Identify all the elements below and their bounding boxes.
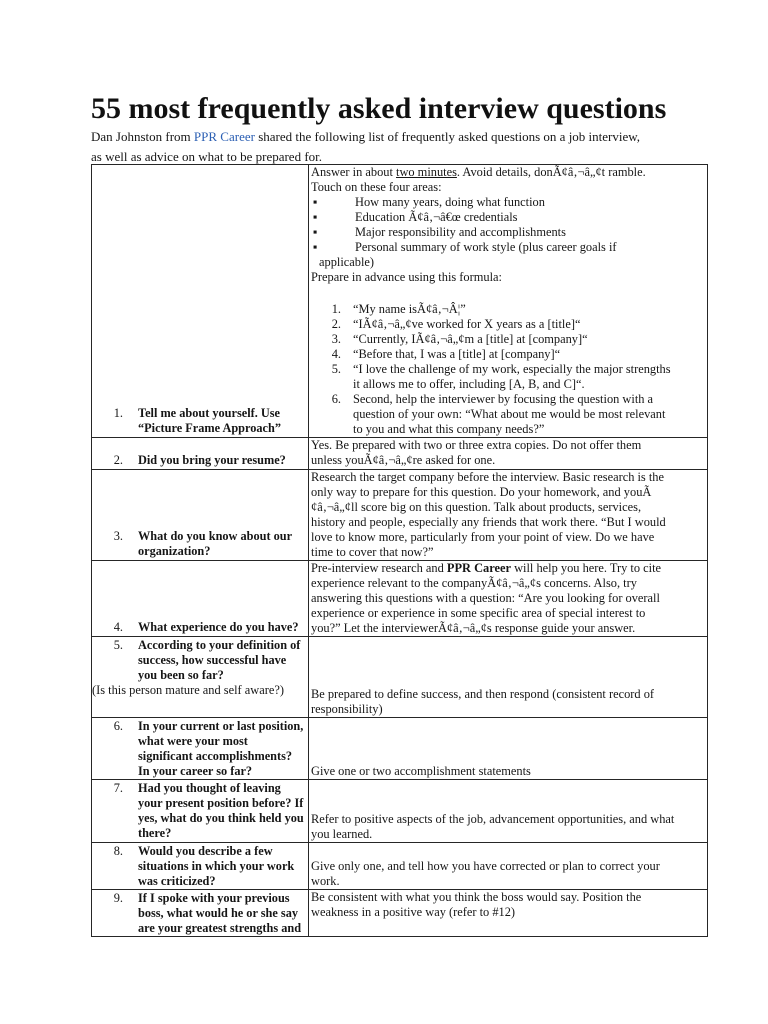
step-number: 3. <box>331 332 341 346</box>
table-row <box>92 165 708 438</box>
question-cell <box>92 843 309 890</box>
step-number: 6. <box>331 392 341 406</box>
formula-step <box>311 317 705 332</box>
question-line: was criticized? <box>138 874 216 888</box>
bullet-item <box>311 195 705 210</box>
question-number: 2. <box>113 453 123 467</box>
bullet-text: Major responsibility and accomplishments <box>355 225 566 239</box>
intro-paragraph <box>91 127 640 167</box>
answer-line: Be prepared to define success, and then respond (consistent record of <box>311 687 655 701</box>
answer-cell <box>309 637 708 718</box>
bullet-icon: ▪ <box>313 225 318 239</box>
bullet-text: Personal summary of work style (plus career goals if <box>355 240 617 254</box>
question-cell <box>92 780 309 843</box>
question-line: situations in which your work <box>138 859 295 873</box>
answer-cell <box>309 780 708 843</box>
answer-line: Give only one, and tell how you have corrected or plan to correct your <box>311 859 660 873</box>
table-row <box>92 637 708 718</box>
formula-list <box>311 302 705 437</box>
intro-line-1 <box>91 127 640 147</box>
question <box>92 529 308 560</box>
table-row <box>92 470 708 561</box>
underlined-text: two minutes <box>396 165 457 179</box>
question-line: there? <box>138 826 172 840</box>
question-line: In your current or last position, <box>138 719 304 733</box>
answer-line: work. <box>311 874 340 888</box>
question-number: 1. <box>113 406 123 420</box>
question-line: Tell me about yourself. Use <box>138 406 280 420</box>
step-line: “Before that, I was a [title] at [company]“ <box>353 347 561 361</box>
question-cell <box>92 718 309 780</box>
page-title: 55 most frequently asked interview questions <box>91 92 667 125</box>
question-line: “Picture Frame Approach” <box>138 421 281 435</box>
answer-line: you?” Let the interviewerÃ¢â‚¬â„¢s response guide your answer. <box>311 621 636 635</box>
question-line: Had you thought of leaving <box>138 781 281 795</box>
question-line: Would you describe a few <box>138 844 273 858</box>
question-cell <box>92 165 309 438</box>
question-line: If I spoke with your previous <box>138 891 290 905</box>
bullet-item <box>311 240 705 255</box>
step-line: to you and what this company needs?” <box>353 422 545 436</box>
answer-line: history and people, especially any friends that work there. “But I would <box>311 515 666 529</box>
bullet-text: Education Ã¢â‚¬â€œ credentials <box>355 210 518 224</box>
step-line: “IÃ¢â‚¬â„¢ve worked for X years as a [title]“ <box>353 317 581 331</box>
step-line: “My name isÃ¢â‚¬Â¦” <box>353 302 466 316</box>
answer-cell <box>309 438 708 470</box>
bullet-icon: ▪ <box>313 210 318 224</box>
answer-cell <box>309 561 708 637</box>
question-number: 7. <box>113 781 123 795</box>
step-number: 2. <box>331 317 341 331</box>
question <box>92 843 308 889</box>
answer-text: Pre-interview research and <box>311 561 447 575</box>
bullet-icon: ▪ <box>313 195 318 209</box>
questions-table <box>91 164 708 937</box>
question-number: 5. <box>113 638 123 652</box>
answer-line: experience relevant to the companyÃ¢â‚¬â„¢s concerns. Also, try <box>311 576 637 590</box>
question-line: organization? <box>138 544 211 558</box>
answer-line: Be consistent with what you think the boss would say. Position the <box>311 890 642 904</box>
question <box>92 620 308 636</box>
question-line: What do you know about our <box>138 529 293 543</box>
bullet-text-continuation: applicable) <box>319 255 375 269</box>
step-line: “Currently, IÃ¢â‚¬â„¢m a [title] at [company]“ <box>353 332 588 346</box>
question-number: 6. <box>113 719 123 733</box>
question-line: In your career so far? <box>138 764 253 778</box>
answer-line: Touch on these four areas: <box>311 180 442 194</box>
answer-line: weakness in a positive way (refer to #12) <box>311 905 516 919</box>
answer-text: Answer in about <box>311 165 396 179</box>
question-line: you been so far? <box>138 668 224 682</box>
formula-step <box>311 362 705 392</box>
answer-line: Yes. Be prepared with two or three extra copies. Do not offer them <box>311 438 642 452</box>
answer-line <box>311 165 705 180</box>
question <box>92 453 308 469</box>
table-row <box>92 718 708 780</box>
question-cell <box>92 561 309 637</box>
answer-line: you learned. <box>311 827 373 841</box>
answer-line: answering this questions with a question: “Are you looking for overall <box>311 591 660 605</box>
step-number: 1. <box>331 302 341 316</box>
question-line: boss, what would he or she say <box>138 906 299 920</box>
bullet-item <box>311 225 705 240</box>
question-line: What experience do you have? <box>138 620 299 634</box>
question-line: significant accomplishments? <box>138 749 293 763</box>
intro-text: shared the following list of frequently asked questions on a job interview, <box>254 129 641 144</box>
step-line: it allows me to offer, including [A, B, and C]“. <box>353 377 585 391</box>
answer-line: time to cover that now?” <box>311 545 434 559</box>
question-cell <box>92 470 309 561</box>
answer-line: Refer to positive aspects of the job, advancement opportunities, and what <box>311 812 675 826</box>
question <box>92 406 308 437</box>
formula-step <box>311 302 705 317</box>
intro-line-2: as well as advice on what to be prepared for. <box>91 149 323 164</box>
question <box>92 890 308 936</box>
answer-line: love to know more, particularly from your point of view. Do we have <box>311 530 655 544</box>
question-cell <box>92 637 309 718</box>
question-line: what were your most <box>138 734 248 748</box>
question <box>92 637 308 683</box>
answer-line <box>311 561 705 576</box>
formula-step <box>311 392 705 437</box>
table-row <box>92 780 708 843</box>
bold-text: PPR Career <box>446 561 511 575</box>
table-row <box>92 561 708 637</box>
answer-line: responsibility) <box>311 702 383 716</box>
answer-line: unless youÃ¢â‚¬â„¢re asked for one. <box>311 453 496 467</box>
table-row <box>92 890 708 937</box>
table-row <box>92 843 708 890</box>
question-note: (Is this person mature and self aware?) <box>92 683 284 697</box>
question-number: 3. <box>113 529 123 543</box>
question-number: 4. <box>113 620 123 634</box>
answer-text: will help you here. Try to cite <box>511 561 662 575</box>
question-number: 9. <box>113 891 123 905</box>
formula-step <box>311 332 705 347</box>
step-number: 5. <box>331 362 341 376</box>
question-line: are your greatest strengths and <box>138 921 302 935</box>
formula-step <box>311 347 705 362</box>
answer-line: Prepare in advance using this formula: <box>311 270 502 284</box>
answer-line: only way to prepare for this question. Do your homework, and youÃ <box>311 485 652 499</box>
question-line: yes, what do you think held you <box>138 811 304 825</box>
question <box>92 780 308 841</box>
step-line: question of your own: “What about me would be most relevant <box>353 407 666 421</box>
question-line: Did you bring your resume? <box>138 453 286 467</box>
table-row <box>92 438 708 470</box>
answer-cell <box>309 718 708 780</box>
answer-line: experience or experience in some specific area of special interest to <box>311 606 646 620</box>
answer-line: Research the target company before the interview. Basic research is the <box>311 470 664 484</box>
bullet-icon: ▪ <box>313 240 318 254</box>
bullet-item <box>311 210 705 225</box>
answer-cell <box>309 843 708 890</box>
ppr-career-link[interactable]: PPR Career <box>193 129 255 144</box>
answer-cell <box>309 165 708 438</box>
question-line: your present position before? If <box>138 796 304 810</box>
answer-text: . Avoid details, donÃ¢â‚¬â„¢t ramble. <box>456 165 646 179</box>
question-line: success, how successful have <box>138 653 287 667</box>
step-line: Second, help the interviewer by focusing the question with a <box>353 392 654 406</box>
intro-text: Dan Johnston from <box>91 129 194 144</box>
answer-cell <box>309 470 708 561</box>
answer-line: ¢â‚¬â„¢ll score big on this question. Talk about products, services, <box>311 500 642 514</box>
question-line: According to your definition of <box>138 638 301 652</box>
question <box>92 718 308 779</box>
step-line: “I love the challenge of my work, especially the major strengths <box>353 362 671 376</box>
question-number: 8. <box>113 844 123 858</box>
bullet-text: How many years, doing what function <box>355 195 545 209</box>
answer-line: Give one or two accomplishment statements <box>311 764 531 778</box>
step-number: 4. <box>331 347 341 361</box>
question-cell <box>92 890 309 937</box>
question-cell <box>92 438 309 470</box>
answer-cell <box>309 890 708 937</box>
